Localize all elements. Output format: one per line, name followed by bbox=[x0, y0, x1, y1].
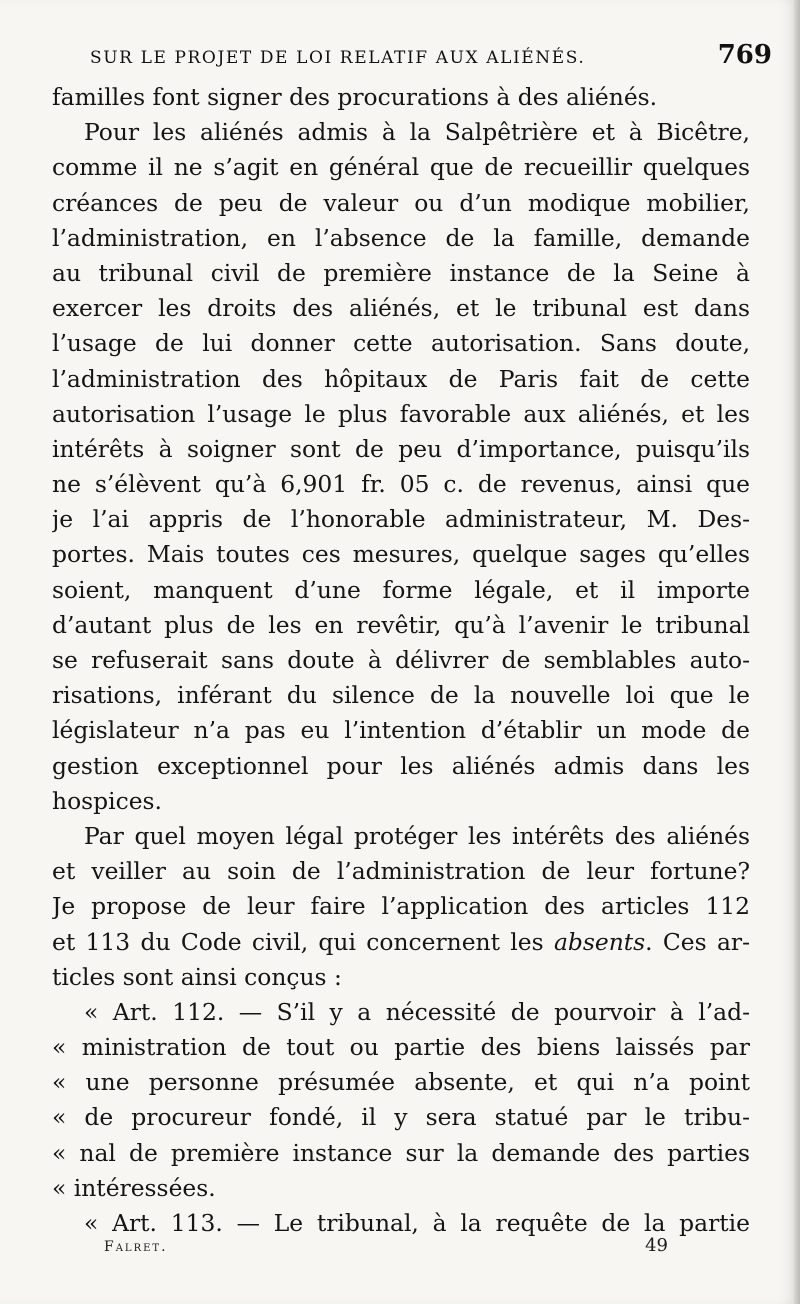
text-line: législateur n’a pas eu l’intention d’établir un mode de bbox=[52, 716, 750, 745]
text-line: Je propose de leur faire l’application des articles 112 bbox=[52, 892, 750, 921]
text-line: ne s’élèvent qu’à 6,901 fr. 05 c. de revenus, ainsi que bbox=[52, 470, 750, 499]
text-line: se refuserait sans doute à délivrer de semblables auto- bbox=[52, 646, 750, 674]
text-segment: et 113 du Code civil, qui concernent les bbox=[52, 927, 554, 956]
sheet-number: 49 bbox=[645, 1235, 668, 1256]
text-line: au tribunal civil de première instance de la Seine à bbox=[52, 258, 750, 287]
text-line: « de procureur fondé, il y sera statué par le tribu- bbox=[52, 1103, 750, 1132]
text-line: l’administration, en l’absence de la famille, demande bbox=[52, 223, 750, 252]
text-line: risations, inférant du silence de la nouvelle loi que le bbox=[52, 681, 750, 710]
text-line: « ministration de tout ou partie des biens laissés par bbox=[52, 1033, 750, 1062]
text-line: Pour les aliénés admis à la Salpêtrière et à Bicêtre, bbox=[84, 118, 750, 147]
page-edge-shadow bbox=[794, 0, 800, 1304]
text-line: « nal de première instance sur la demande des parties bbox=[52, 1138, 750, 1167]
text-line: « une personne présumée absente, et qui n’a point bbox=[52, 1068, 750, 1097]
text-line: autorisation l’usage le plus favorable aux aliénés, et les bbox=[52, 399, 750, 428]
text-line: je l’ai appris de l’honorable administrateur, M. Des- bbox=[52, 505, 750, 534]
text-line: Par quel moyen légal protéger les intérêts des aliénés bbox=[84, 821, 750, 850]
text-line: d’autant plus de les en revêtir, qu’à l’avenir le tribunal bbox=[52, 610, 750, 639]
text-line: l’administration des hôpitaux de Paris fait de cette bbox=[52, 364, 750, 393]
signature-mark: Falret. bbox=[104, 1239, 168, 1255]
text-line: ticles sont ainsi conçus : bbox=[52, 962, 342, 991]
text-line: comme il ne s’agit en général que de recueillir quelques bbox=[52, 153, 750, 182]
text-line: intérêts à soigner sont de peu d’importance, puisqu’ils bbox=[52, 434, 750, 463]
page-number: 769 bbox=[717, 40, 772, 70]
text-line: « Art. 112. — S’il y a nécessité de pourvoir à l’ad- bbox=[84, 997, 750, 1026]
text-line bbox=[52, 925, 750, 960]
page-header bbox=[74, 40, 774, 74]
text-line: « intéressées. bbox=[52, 1173, 216, 1202]
text-line: familles font signer des procurations à des aliénés. bbox=[52, 83, 658, 111]
text-line: soient, manquent d’une forme légale, et il importe bbox=[52, 575, 750, 604]
running-head: SUR LE PROJET DE LOI RELATIF AUX ALIÉNÉS. bbox=[90, 48, 586, 68]
text-line: hospices. bbox=[52, 786, 162, 815]
italic-term: absents bbox=[553, 927, 646, 956]
text-line: et veiller au soin de l’administration de leur fortune? bbox=[52, 857, 750, 886]
text-line: portes. Mais toutes ces mesures, quelque sages qu’elles bbox=[52, 540, 750, 569]
text-line: exercer les droits des aliénés, et le tribunal est dans bbox=[52, 294, 750, 323]
page-footer bbox=[52, 1233, 750, 1263]
text-line: « Art. 113. — Le tribunal, à la requête de la partie bbox=[84, 1209, 750, 1237]
text-line: gestion exceptionnel pour les aliénés admis dans les bbox=[52, 751, 750, 780]
text-line: l’usage de lui donner cette autorisation. Sans doute, bbox=[52, 329, 750, 358]
text-segment: . Ces ar- bbox=[645, 927, 750, 956]
body-text bbox=[52, 80, 750, 1241]
text-line: créances de peu de valeur ou d’un modique mobilier, bbox=[52, 188, 750, 217]
